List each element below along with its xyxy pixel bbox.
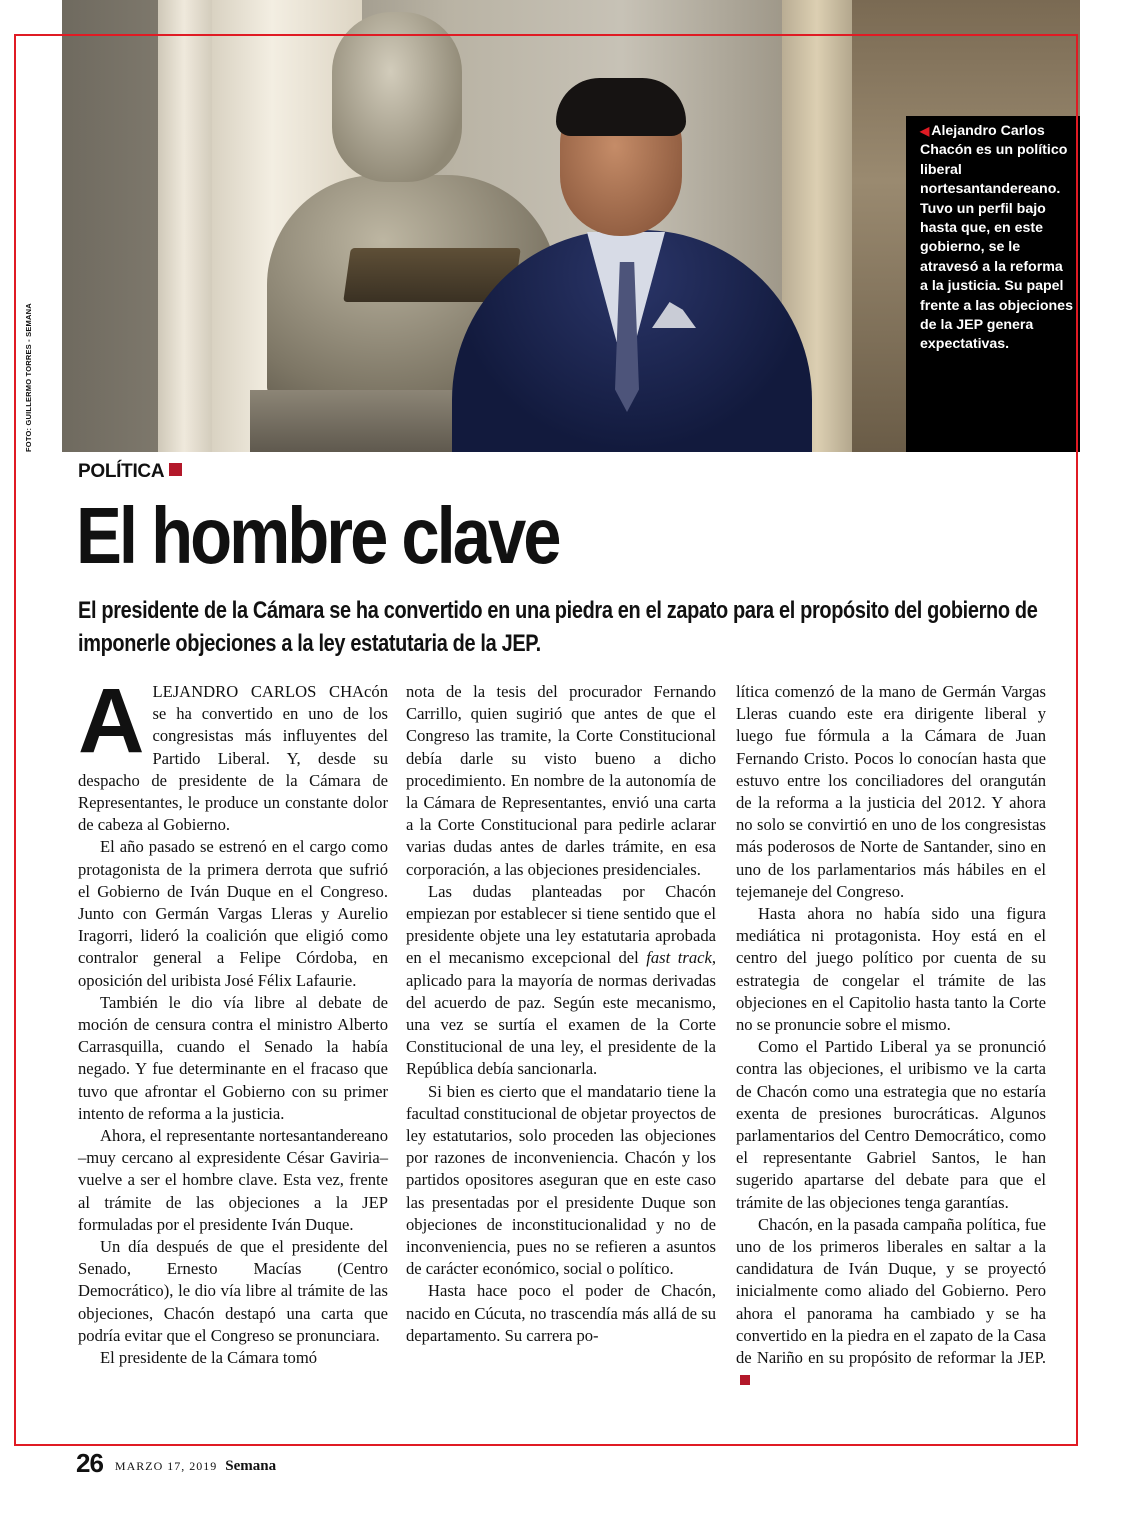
article-paragraph: El año pasado se estrenó en el cargo como protagonista de la primera derrota que sufrió el Gobierno de Iván Duque en el Congreso. Junto con Germán Vargas Lleras y Aurelio Iragorri, lideró la coalición que eligió como contralor general a Felipe Córdoba, en oposición del uribista José Félix Lafaurie.	[78, 837, 388, 990]
issue-date: MARZO 17, 2019	[114, 1459, 218, 1473]
article-paragraph: Un día después de que el presidente del Senado, Ernesto Macías (Centro Democrático), le dio vía libre al trámite de las objeciones, Chacón destapó una carta que podría evitar que el Congreso se pronunciara.	[78, 1237, 388, 1345]
article-paragraph	[406, 881, 716, 1081]
page-number: 26	[76, 1448, 103, 1478]
article-subtitle: El presidente de la Cámara se ha convertido en una piedra en el zapato para el propósito del gobierno de imponerle objeciones a la ley estatutaria de la JEP.	[78, 597, 1038, 657]
page-footer	[76, 1448, 276, 1479]
article-title: El hombre clave	[76, 491, 559, 580]
lead-text: LEJANDRO CARLOS CHAcón se ha convertido en uno de los congresistas más influyentes del Partido Liberal. Y, desde su despacho de presidente de la Cámara de Representantes, le produce un constante dolor de cabeza al Gobierno.	[78, 682, 388, 835]
article-paragraph: Si bien es cierto que el mandatario tiene la facultad constitucional de objetar proyectos de ley estatutarios, solo proceden las objeciones por razones de inconveniencia. Chacón y los partidos opositores aseguran que en este caso las presentadas por el presidente Duque son objeciones de inconstitucionalidad y no de inconveniencia, pues no se refieren a asuntos de carácter económico, social o político.	[406, 1081, 716, 1279]
article-column-1	[78, 670, 388, 1369]
article-paragraph: lítica comenzó de la mano de Germán Vargas Lleras cuando este era dirigente liberal y luego fue fórmula a la Cámara de Juan Fernando Cristo. Pocos lo conocían hasta que estuvo entre los conciliadores del orangután de la reforma a la justicia del 2012. Y ahora no solo se convirtió en uno de los congresistas más poderosos de Norte de Santander, sino en uno de los parlamentarios más hábiles en el tejemaneje del Congreso.	[736, 682, 1046, 901]
article-paragraph	[78, 670, 388, 836]
photo-credit: FOTO: GUILLERMO TORRES - SEMANA	[24, 303, 33, 452]
caption-arrow-icon: ◀	[920, 124, 930, 138]
section-square-icon	[169, 463, 182, 476]
article-paragraph: Como el Partido Liberal ya se pronunció contra las objeciones, el uribismo ve la carta de Chacón como una estrategia que no estaría exenta de presiones burocráticas. Algunos parlamentarios del Centro Democrático, como el representante Gabriel Santos, le han sugerido apartarse del debate para que el trámite de las objeciones tenga garantías.	[736, 1037, 1046, 1212]
article-paragraph: Hasta hace poco el poder de Chacón, nacido en Cúcuta, no trascendía más allá de su departamento. Su carrera po-	[406, 1281, 716, 1345]
paragraph-text: Las dudas planteadas por Chacón empiezan por establecer si tiene sentido que el presidente objete una ley estatutaria aprobada en el mecanismo excepcional del	[406, 881, 716, 968]
paragraph-text: Chacón, en la pasada campaña política, fue uno de los primeros liberales en saltar a la candidatura de Iván Duque, y se proyectó inicialmente como aliado del Gobierno. Pero ahora el panorama ha cambiado y se ha convertido en la piedra en el zapato de la Casa de Nariño en su propósito de reformar la JEP.	[736, 1214, 1046, 1368]
section-label-text: POLÍTICA	[78, 461, 165, 482]
section-label	[78, 461, 182, 483]
article-paragraph: Hasta ahora no había sido una figura mediática ni protagonista. Hoy está en el centro del juego político por cuenta de su estrategia de congelar el trámite de las objeciones en el Capitolio hasta tanto la Corte no se pronuncie sobre el mismo.	[736, 904, 1046, 1035]
person-hair	[556, 78, 686, 136]
drop-cap: A	[78, 670, 145, 772]
photo-caption-box	[906, 116, 1080, 452]
end-mark-icon	[740, 1375, 750, 1385]
article-column-3	[736, 681, 1046, 1392]
magazine-name: Semana	[225, 1458, 277, 1474]
article-column-2	[406, 681, 716, 1347]
italic-term: fast track	[646, 948, 712, 968]
article-paragraph: También le dio vía libre al debate de moción de censura contra el ministro Alberto Carrasquilla, cuando el Senado la había negado. Y fue determinante en el fracaso que tuvo que afrontar el Gobierno con su primer intento de reforma a la justicia.	[78, 992, 388, 1123]
article-paragraph: Ahora, el representante nortesantandereano –muy cercano al expresidente César Gaviria– vuelve a ser el hombre clave. Esta vez, frente al trámite de las objeciones a la JEP formuladas por el presidente Iván Duque.	[78, 1126, 388, 1234]
paragraph-text: , aplicado para la mayoría de normas derivadas del acuerdo de paz. Según este mecanismo, una vez se surtía el examen de la Corte Constitucional de una ley, el presidente de la República debía sancionarla.	[406, 948, 716, 1079]
photo-caption: Alejandro Carlos Chacón es un político liberal nortesantandereano. Tuvo un perfil bajo hasta que, en este gobierno, se le atravesó a la reforma a la justicia. Su papel frente a las objeciones de la JEP genera expectativas.	[920, 123, 1073, 353]
photo-column-left	[158, 0, 216, 452]
article-paragraph	[736, 1214, 1046, 1392]
article-paragraph: nota de la tesis del procurador Fernando Carrillo, quien sugirió que antes de que el Congreso las tramite, la Corte Constitucional debía darle su visto bueno a dicho procedimiento. En nombre de la autonomía de la Cámara de Representantes, envió una carta a la Corte Constitucional para pedirle aclarar varias dudas antes de darles trámite, en esa corporación, a las objeciones presidenciales.	[406, 682, 716, 879]
statue-bust-head	[332, 12, 462, 182]
article-paragraph: El presidente de la Cámara tomó	[100, 1348, 318, 1368]
